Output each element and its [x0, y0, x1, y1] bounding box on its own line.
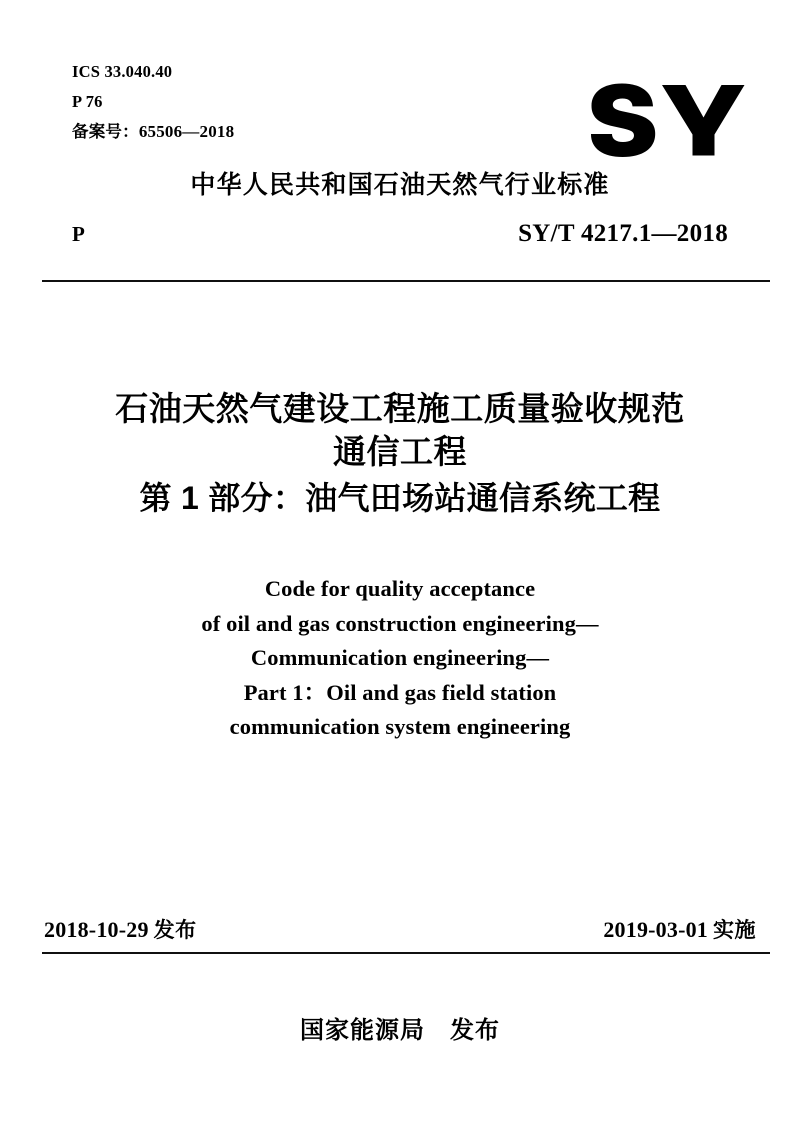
standard-number: SY/T 4217.1—2018 [518, 220, 728, 247]
footer-divider-rule [42, 952, 770, 954]
issue-date [44, 914, 197, 944]
english-title-block [0, 572, 800, 745]
title-cn-line-2: 通信工程 [333, 433, 467, 470]
cover-header [0, 0, 800, 282]
classification-code: P 76 [72, 92, 103, 111]
chinese-title-block [0, 388, 800, 522]
title-en-line-5: communication system engineering [229, 714, 571, 739]
date-row [44, 914, 756, 944]
effective-date-label: 实施 [713, 919, 756, 942]
title-cn-line-1: 石油天然气建设工程施工质量验收规范 [115, 390, 685, 427]
record-number-value: 65506—2018 [138, 122, 235, 141]
issue-date-label: 发布 [153, 919, 197, 942]
publisher-line: 国家能源局 发布 [300, 1017, 500, 1044]
record-number-line [72, 117, 492, 147]
header-divider-rule [42, 280, 770, 282]
code-block [72, 57, 492, 147]
category-letter: P [72, 222, 85, 246]
title-en-line-3: Communication engineering— [250, 645, 550, 670]
issue-date-value: 2018-10-29 [44, 917, 149, 942]
title-en-line-1: Code for quality acceptance [264, 576, 536, 601]
effective-date [603, 914, 756, 944]
ics-code: ICS 33.040.40 [72, 62, 173, 81]
title-cn-line-3: 第 1 部分：油气田场站通信系统工程 [139, 480, 661, 516]
title-en-line-2: of oil and gas construction engineering— [201, 610, 599, 636]
record-number-label: 备案号： [72, 123, 139, 141]
title-en-line-4: Part 1：Oil and gas field station [243, 679, 557, 705]
effective-date-value: 2019-03-01 [603, 917, 708, 942]
issuing-organization: 中华人民共和国石油天然气行业标准 [190, 171, 610, 199]
standard-number-row [72, 220, 728, 248]
sy-logo [586, 82, 746, 158]
